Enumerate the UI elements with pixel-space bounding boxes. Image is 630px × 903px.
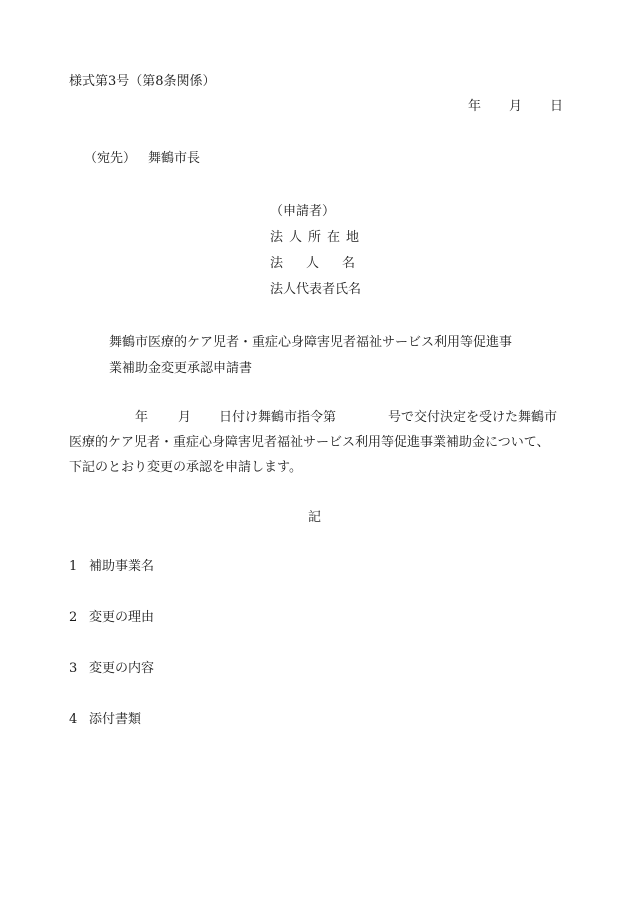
representative-label: 法人代表者氏名	[270, 282, 362, 297]
item-2	[69, 611, 154, 624]
ki-heading: 記	[308, 510, 322, 525]
addressee-label: （宛先）	[84, 151, 137, 166]
item-number: 3	[69, 661, 78, 676]
body-line-1	[69, 405, 557, 430]
item-3	[69, 662, 154, 675]
item-number: 1	[69, 559, 78, 574]
title-line-2: 業補助金変更承認申請書	[109, 361, 253, 376]
addressee-name: 舞鶴市長	[148, 151, 201, 166]
item-label: 補助事業名	[89, 559, 155, 574]
date-year-label: 年	[468, 99, 482, 114]
item-label: 変更の理由	[89, 610, 155, 625]
addressee	[84, 152, 200, 165]
address-label: 法人所在地	[270, 230, 366, 245]
item-4	[69, 713, 141, 726]
item-number: 2	[69, 610, 78, 625]
document-title	[109, 330, 512, 382]
body-line-2: 医療的ケア児者・重症心身障害児者福祉サービス利用等促進事業補助金について、	[69, 435, 550, 450]
body-line-3: 下記のとおり変更の承認を申請します。	[69, 460, 302, 475]
item-label: 添付書類	[89, 712, 142, 727]
date-day-label: 日	[550, 99, 564, 114]
item-label: 変更の内容	[89, 661, 155, 676]
item-1	[69, 560, 154, 573]
applicant-block	[270, 205, 378, 309]
item-number: 4	[69, 712, 78, 727]
corp-name-label: 法人名	[270, 256, 379, 271]
body-date-suffix: 日付け舞鶴市指令第	[219, 410, 337, 425]
form-number: 様式第3号（第8条関係）	[69, 74, 216, 89]
body-year: 年	[135, 410, 149, 425]
applicant-heading: （申請者）	[270, 204, 336, 219]
body-text	[69, 405, 557, 480]
body-month: 月	[178, 410, 192, 425]
body-after-number: 号で交付決定を受けた舞鶴市	[388, 410, 558, 425]
title-line-1: 舞鶴市医療的ケア児者・重症心身障害児者福祉サービス利用等促進事	[109, 335, 513, 350]
date-month-label: 月	[509, 99, 523, 114]
date-line	[468, 100, 563, 113]
